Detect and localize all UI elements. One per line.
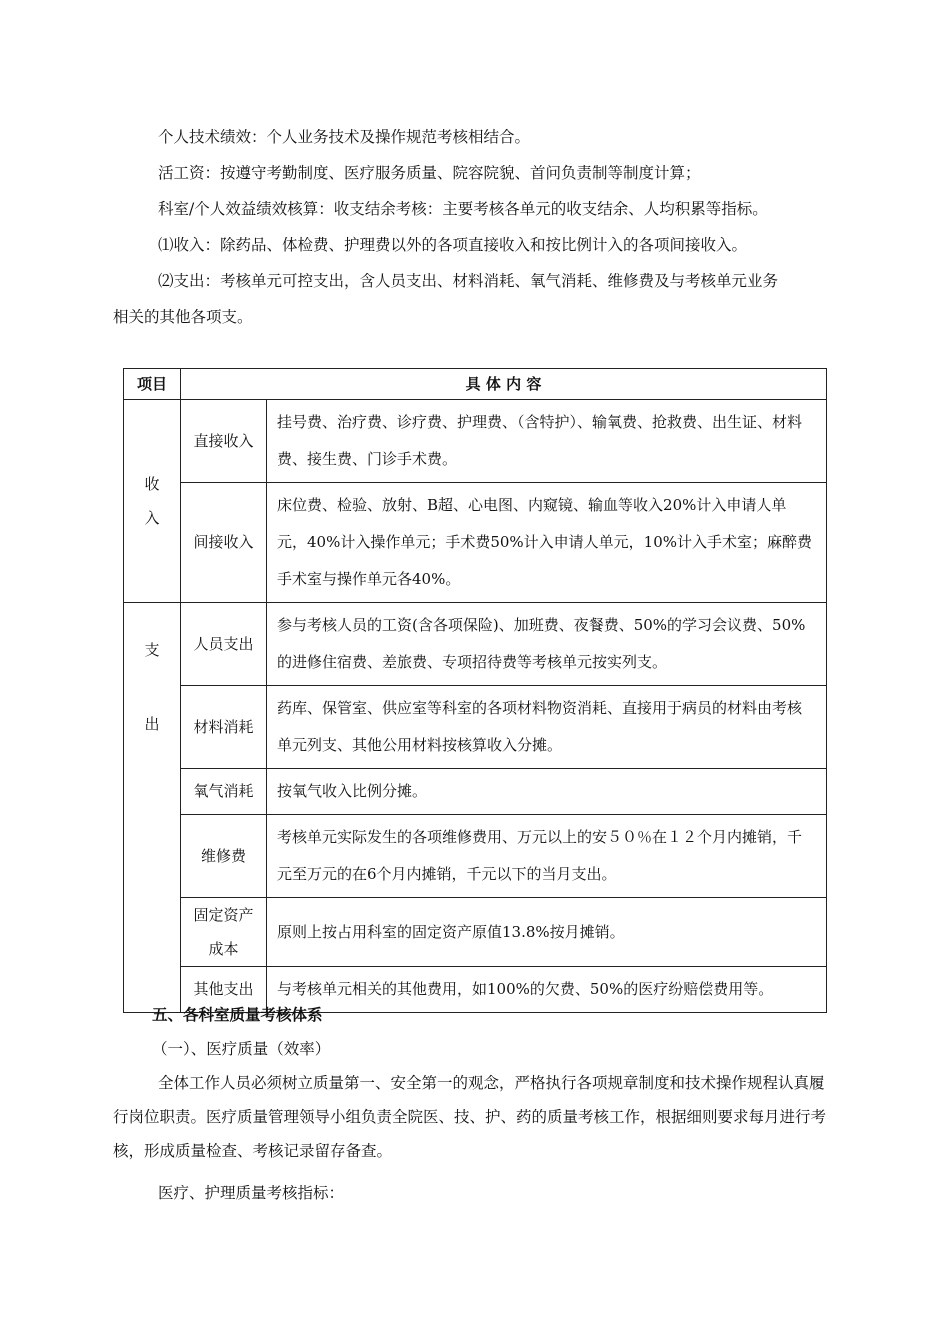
para-benefit-accounting: 科室/个人效益绩效核算：收支结余考核：主要考核各单元的收支结余、人均积累等指标。 [158,200,768,218]
row-name: 其他支出 [181,967,267,1013]
row-content: 参与考核人员的工资(含各项保险)、加班费、夜餐费、50%的学习会议费、50%的进修住宿费、差旅费、专项招待费等考核单元按实列支。 [267,603,827,686]
row-content: 考核单元实际发生的各项维修费用、万元以上的安５０％在１２个月内摊销，千元至万元的在6个月内摊销，千元以下的当月支出。 [267,815,827,898]
row-content: 与考核单元相关的其他费用，如100%的欠费、50%的医疗纷赔偿费用等。 [267,967,827,1013]
row-content: 药库、保管室、供应室等科室的各项材料物资消耗、直接用于病员的材料由考核单元列支、其他公用材料按核算收入分摊。 [267,686,827,769]
section-body: 全体工作人员必须树立质量第一、安全第一的观念，严格执行各项规章制度和技术操作规程认真履行岗位职责。医疗质量管理领导小组负责全院医、技、护、药的质量考核工作，根据细则要求每月进行考核，形成质量检查、考核记录留存备查。 [113,1074,827,1160]
para-live-wage: 活工资：按遵守考勤制度、医疗服务质量、院容院貌、首问负责制等制度计算； [158,164,701,182]
para-personal-tech: 个人技术绩效：个人业务技术及操作规范考核相结合。 [158,128,531,146]
row-content: 按氧气收入比例分摊。 [267,769,827,815]
row-name: 氧气消耗 [181,769,267,815]
table-row [124,898,827,967]
table-row [124,603,827,686]
row-content: 挂号费、治疗费、诊疗费、护理费、（含特护）、输氧费、抢救费、出生证、材料费、接生费、门诊手术费。 [267,400,827,483]
row-name: 维修费 [181,815,267,898]
table-row [124,400,827,483]
para-expense: ⑵支出：考核单元可控支出，含人员支出、材料消耗、氧气消耗、维修费及与考核单元业务 [158,272,779,290]
section-last-line: 医疗、护理质量考核指标： [158,1184,345,1202]
row-name: 固定资产 成本 [181,898,267,967]
section-heading: 五、各科室质量考核体系 [152,1005,323,1024]
header-content: 具 体 内 容 [181,369,827,400]
row-name: 材料消耗 [181,686,267,769]
table-row [124,686,827,769]
row-content: 床位费、检验、放射、B超、心电图、内窥镜、输血等收入20%计入申请人单元，40%计入操作单元；手术费50%计入申请人单元，10%计入手术室；麻醉费手术室与操作单元各40%。 [267,483,827,603]
assessment-table [123,368,827,1013]
row-name: 直接收入 [181,400,267,483]
table-row [124,815,827,898]
table-header-row [124,369,827,400]
para-income: ⑴收入：除药品、体检费、护理费以外的各项直接收入和按比例计入的各项间接收入。 [158,236,748,254]
para-expense-cont: 相关的其他各项支。 [113,308,253,326]
row-content: 原则上按占用科室的固定资产原值13.8%按月摊销。 [267,898,827,967]
section-subheading: （一）、医疗质量（效率） [152,1040,331,1058]
row-name: 人员支出 [181,603,267,686]
expense-label: 支 出 [124,603,181,1013]
header-item: 项目 [124,369,181,400]
table-row [124,483,827,603]
table-row [124,769,827,815]
row-name: 间接收入 [181,483,267,603]
income-label: 收 入 [124,400,181,603]
